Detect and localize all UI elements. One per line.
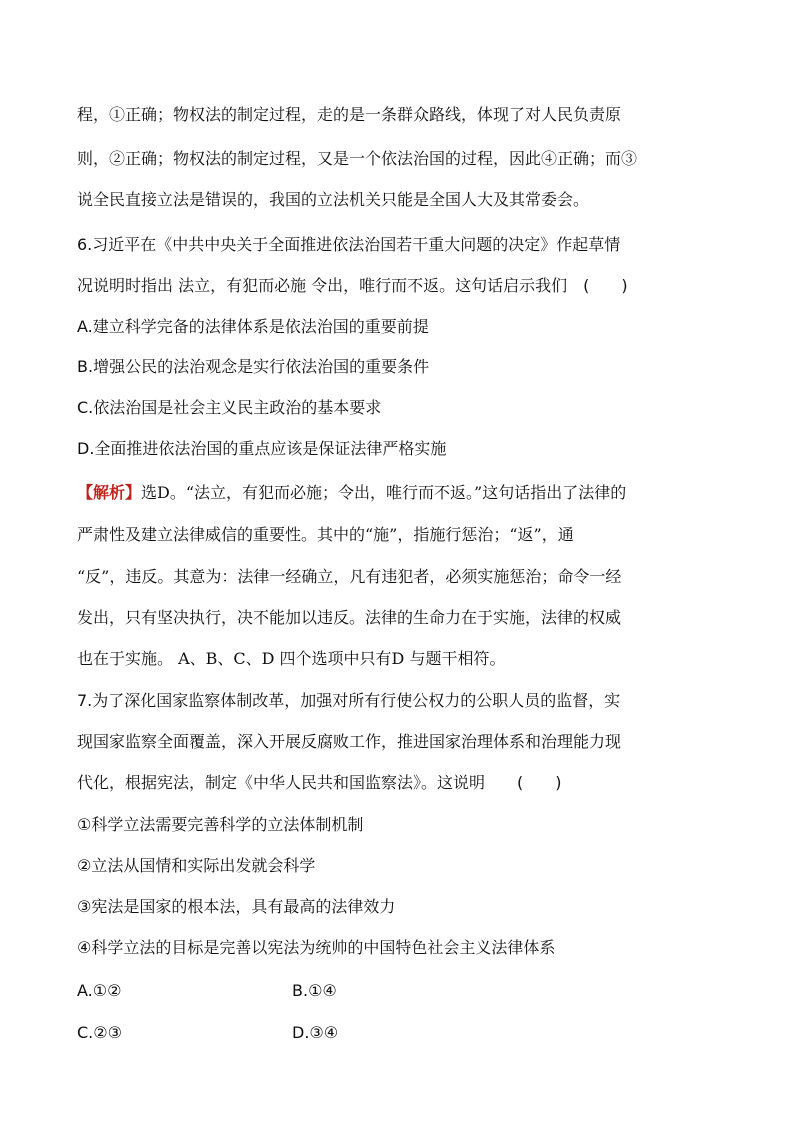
analysis-tag: 【解析】 <box>77 483 142 502</box>
question-6-analysis-line-2: 严肃性及建立法律威信的重要性。其中的“施”，指施行惩治；“返”，通 <box>77 525 574 544</box>
question-7-item-4: ④科学立法的目标是完善以宪法为统帅的中国特色社会主义法律体系 <box>77 938 556 957</box>
analysis-continued-line-2: 则，②正确；物权法的制定过程，又是一个依法治国的过程，因此④正确；而③ <box>77 149 638 168</box>
analysis-text: 选D。“法立，有犯而必施；令出，唯行而不返。”这句话指出了法律的 <box>141 483 627 502</box>
question-6-stem-line-1: 6.习近平在《中共中央关于全面推进依法治国若干重大问题的决定》作起草情 <box>77 235 621 254</box>
question-7-item-3: ③宪法是国家的根本法，具有最高的法律效力 <box>77 897 396 916</box>
question-6-option-c: C.依法治国是社会主义民主政治的基本要求 <box>77 398 382 417</box>
question-6-option-b: B.增强公民的法治观念是实行依法治国的重要条件 <box>77 357 430 376</box>
question-7-item-1: ①科学立法需要完善科学的立法体制机制 <box>77 815 364 834</box>
question-7-option-c: C.②③ <box>77 1023 122 1042</box>
question-6-analysis-line-5: 也在于实施。 A、B、C、D 四个选项中只有D 与题干相符。 <box>77 649 506 668</box>
analysis-continued-line-1: 程，①正确；物权法的制定过程，走的是一条群众路线，体现了对人民负责原 <box>77 105 622 124</box>
question-7-stem-line-1: 7.为了深化国家监察体制改革，加强对所有行使公权力的公职人员的监督，实 <box>77 691 621 710</box>
question-6-analysis-line-1 <box>77 482 626 504</box>
question-6-option-d: D.全面推进依法治国的重点应该是保证法律严格实施 <box>77 439 447 458</box>
question-7-option-a: A.①② <box>77 981 122 1000</box>
question-7-stem-line-3: 代化，根据宪法，制定《中华人民共和国监察法》。这说明 ( ) <box>77 773 562 792</box>
question-6-analysis-line-3: “反”，违反。其意为：法律一经确立，凡有违犯者，必须实施惩治；命令一经 <box>77 567 622 586</box>
question-6-option-a: A.建立科学完备的法律体系是依法治国的重要前提 <box>77 317 429 336</box>
question-7-options-row-2 <box>77 1022 477 1044</box>
question-7-options-row-1 <box>77 980 477 1002</box>
question-6-stem-line-2: 况说明时指出 法立，有犯而必施 令出，唯行而不返。这句话启示我们 ( ) <box>77 276 628 295</box>
question-7-item-2: ②立法从国情和实际出发就会科学 <box>77 856 316 875</box>
question-7-option-d: D.③④ <box>292 1023 339 1042</box>
question-6-analysis-line-4: 发出，只有坚决执行，决不能加以违反。法律的生命力在于实施，法律的权威 <box>77 608 622 627</box>
analysis-continued-line-3: 说全民直接立法是错误的，我国的立法机关只能是全国人大及其常委会。 <box>77 190 590 209</box>
question-7-option-b: B.①④ <box>292 981 337 1000</box>
question-7-stem-line-2: 现国家监察全面覆盖，深入开展反腐败工作，推进国家治理体系和治理能力现 <box>77 732 622 751</box>
